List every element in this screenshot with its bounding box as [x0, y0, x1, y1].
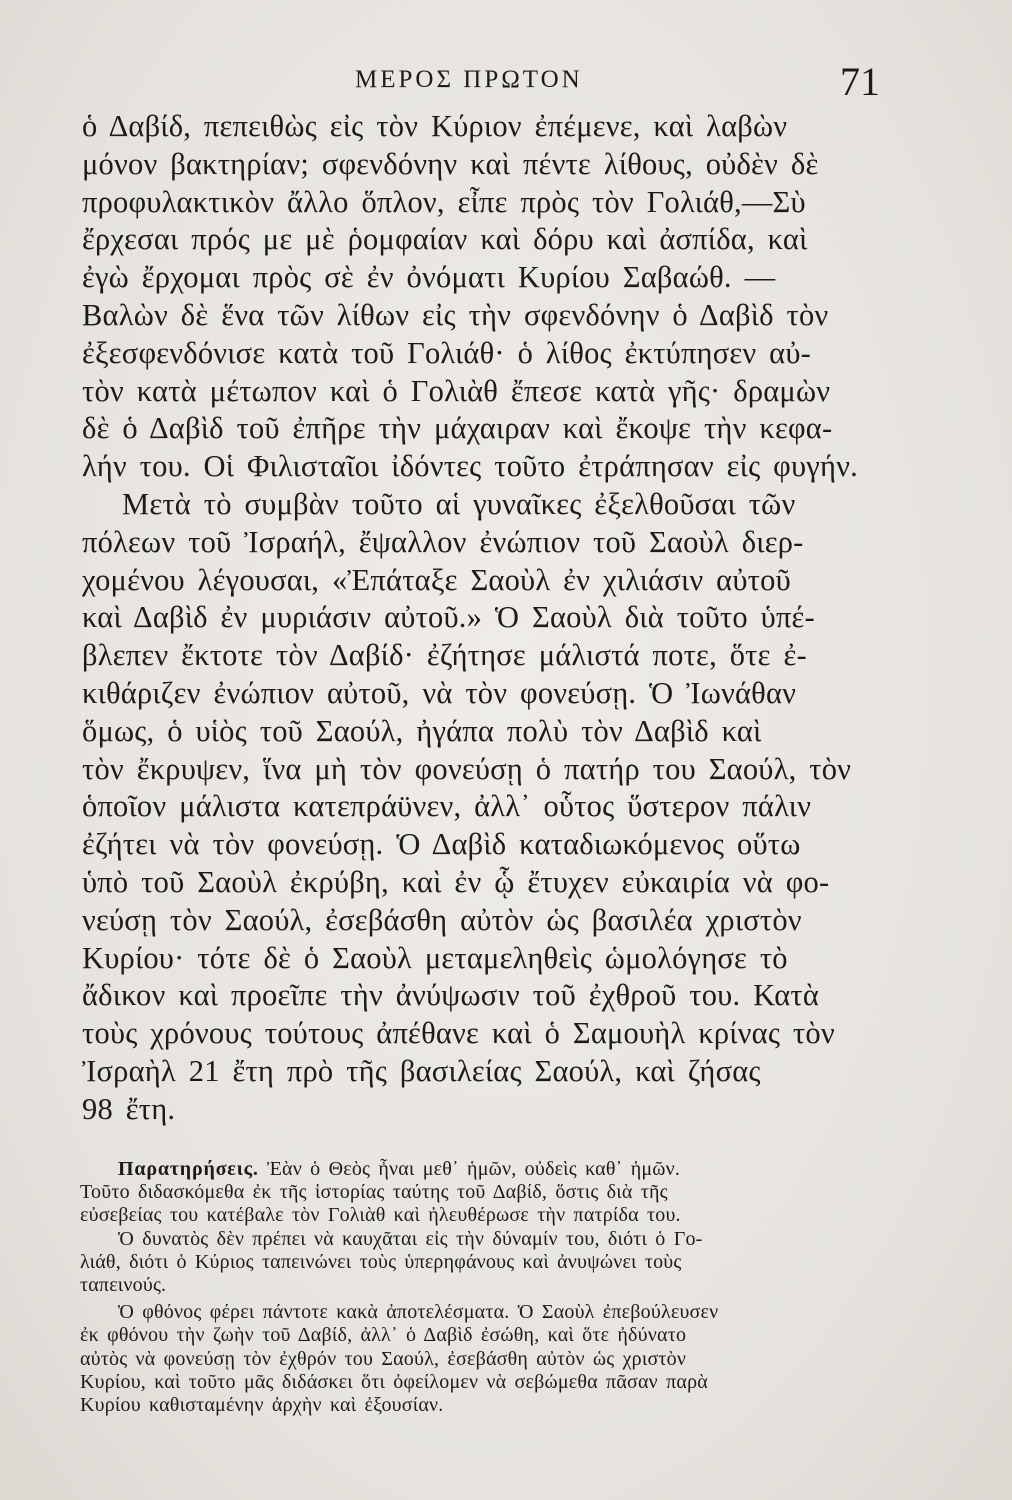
note-line: λιάθ, διότι ὁ Κύριος ταπεινώνει τοὺς ὑπερηφάνους καὶ ἀνυψώνει τοὺς [80, 1250, 682, 1273]
note-line: Ὁ δυνατὸς δὲν πρέπει νὰ καυχᾶται εἰς τὴν δύναμίν του, διότι ὁ Γο- [118, 1227, 703, 1250]
text-line: 98 ἔτη. [82, 1091, 176, 1126]
text-line: βλεπεν ἔκτοτε τὸν Δαβίδ· ἐζήτησε μάλιστά ποτε, ὅτε ἐ- [82, 638, 807, 673]
text-line: ἔρχεσαι πρός με μὲ ῥομφαίαν καὶ δόρυ καὶ ἀσπίδα, καὶ [82, 222, 808, 257]
text-line: ἐγὼ ἔρχομαι πρὸς σὲ ἐν ὀνόματι Κυρίου Σαβαώθ. — [82, 260, 776, 295]
text-line: νεύσῃ τὸν Σαούλ, ἐσεβάσθη αὐτὸν ὡς βασιλέα χριστὸν [82, 902, 802, 937]
note-line: Τοῦτο διδασκόμεθα ἐκ τῆς ἱστορίας ταύτης τοῦ Δαβίδ, ὅστις διὰ τῆς [80, 1181, 668, 1204]
text-line: Ἰσραὴλ 21 ἔτη πρὸ τῆς βασιλείας Σαούλ, καὶ ζήσας [82, 1053, 761, 1088]
text-line: τὸν κατὰ μέτωπον καὶ ὁ Γολιὰθ ἔπεσε κατὰ γῆς· δραμὼν [82, 373, 831, 408]
page-number: 71 [840, 59, 880, 104]
observations-label: Παρατηρήσεις. [118, 1158, 259, 1180]
text-line: ὅμως, ὁ υἱὸς τοῦ Σαούλ, ἠγάπα πολὺ τὸν Δαβὶδ καὶ [82, 713, 762, 748]
page-header [80, 59, 880, 104]
text-line: μόνον βακτηρίαν; σφενδόνην καὶ πέντε λίθους, οὐδὲν δὲ [82, 146, 819, 181]
text-line: Κυρίου· τότε δὲ ὁ Σαοὺλ μεταμεληθεὶς ὡμολόγησε τὸ [82, 940, 788, 975]
note-line [80, 1158, 900, 1181]
text-line: χομένου λέγουσαι, «Ἐπάταξε Σαοὺλ ἐν χιλιάσιν αὐτοῦ [82, 562, 791, 597]
text-line: ὁποῖον μάλιστα κατεπράϋνεν, ἀλλ᾽ οὗτος ὕστερον πάλιν [82, 789, 812, 824]
text-line: λήν του. Οἱ Φιλισταῖοι ἰδόντες τοῦτο ἐτράπησαν εἰς φυγήν. [82, 449, 858, 484]
note-line: Ὁ φθόνος φέρει πάντοτε κακὰ ἀποτελέσματα. Ὁ Σαοὺλ ἐπεβούλευσεν [118, 1301, 719, 1324]
note-line: Κυρίου, καὶ τοῦτο μᾶς διδάσκει ὅτι ὀφείλομεν νὰ σεβώμεθα πᾶσαν παρὰ [80, 1370, 708, 1393]
text-line: ἄδικον καὶ προεῖπε τὴν ἀνύψωσιν τοῦ ἐχθροῦ του. Κατὰ [82, 978, 820, 1013]
text-line: κιθάριζεν ἐνώπιον αὐτοῦ, νὰ τὸν φονεύσῃ. Ὁ Ἰωνάθαν [82, 675, 797, 710]
note-line: ταπεινούς. [80, 1273, 167, 1296]
text-line: ὑπὸ τοῦ Σαοὺλ ἐκρύβη, καὶ ἐν ᾧ ἔτυχεν εὐκαιρία νὰ φο- [82, 864, 830, 899]
text-line: ἐξεσφενδόνισε κατὰ τοῦ Γολιάθ· ὁ λίθος ἐκτύπησεν αὐ- [82, 335, 812, 370]
text-line: προφυλακτικὸν ἄλλο ὅπλον, εἶπε πρὸς τὸν Γολιάθ,—Σὺ [82, 184, 806, 219]
text-line: καὶ Δαβὶδ ἐν μυριάσιν αὐτοῦ.» Ὁ Σαοὺλ διὰ τοῦτο ὑπέ- [82, 600, 815, 635]
text-line: δὲ ὁ Δαβὶδ τοῦ ἐπῆρε τὴν μάχαιραν καὶ ἔκοψε τὴν κεφα- [82, 411, 833, 446]
text-line: τοὺς χρόνους τούτους ἀπέθανε καὶ ὁ Σαμουὴλ κρίνας τὸν [82, 1016, 835, 1051]
text-line: τὸν ἔκρυψεν, ἵνα μὴ τὸν φονεύσῃ ὁ πατήρ του Σαούλ, τὸν [82, 751, 852, 786]
text-line: ἐζήτει νὰ τὸν φονεύσῃ. Ὁ Δαβὶδ καταδιωκόμενος οὕτω [82, 827, 801, 862]
text-line: πόλεων τοῦ Ἰσραήλ, ἔψαλλον ἐνώπιον τοῦ Σαοὺλ διερ- [82, 524, 804, 559]
main-text [82, 108, 882, 1129]
note-line: Κυρίου καθισταμένην ἀρχὴν καὶ ἐξουσίαν. [80, 1393, 444, 1416]
running-title: ΜΕΡΟΣ ΠΡΩΤΟΝ [355, 66, 583, 93]
note-line: ἐκ φθόνου τὴν ζωὴν τοῦ Δαβίδ, ἀλλ᾽ ὁ Δαβὶδ ἐσώθη, καὶ ὅτε ἠδύνατο [80, 1324, 687, 1347]
note-line: εὐσεβείας του κατέβαλε τὸν Γολιὰθ καὶ ἠλευθέρωσε τὴν πατρίδα του. [80, 1204, 681, 1227]
text-line: ὁ Δαβίδ, πεπειθὼς εἰς τὸν Κύριον ἐπέμενε, καὶ λαβὼν [82, 109, 788, 143]
paragraph-start-line: Μετὰ τὸ συμβὰν τοῦτο αἱ γυναῖκες ἐξελθοῦσαι τῶν [122, 486, 796, 521]
note-text: Ἐὰν ὁ Θεὸς ἦναι μεθ᾽ ἡμῶν, οὐδεὶς καθ᾽ ἡμῶν. [266, 1158, 681, 1180]
observations-section [80, 1158, 900, 1417]
text-line: Βαλὼν δὲ ἕνα τῶν λίθων εἰς τὴν σφενδόνην ὁ Δαβὶδ τὸν [82, 297, 829, 332]
note-line: αὐτὸς νὰ φονεύσῃ τὸν ἐχθρόν του Σαούλ, ἐσεβάσθη αὐτὸν ὡς χριστὸν [80, 1347, 687, 1370]
